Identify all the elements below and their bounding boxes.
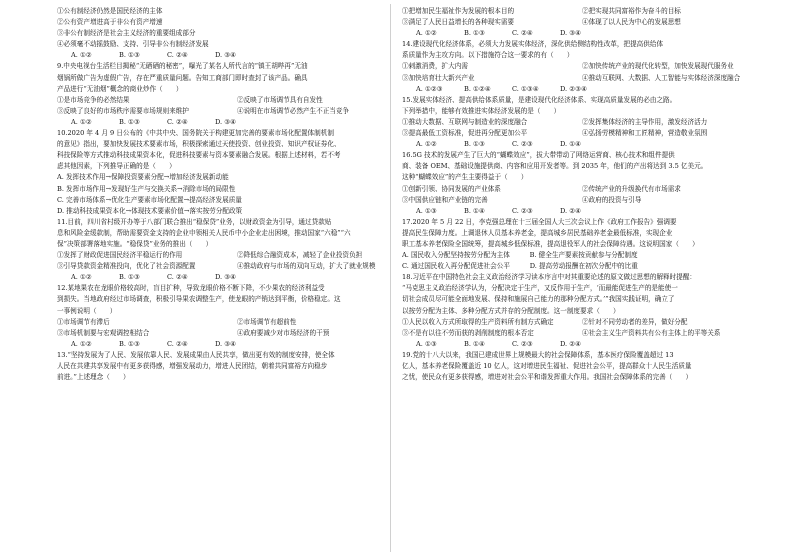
question-text: 保”决策部署落地实施。“稳保贷”业务的推出（ ） [57, 239, 213, 248]
question-text: 18.习近平在中国特色社会主义政治经济学习读本序言中对其重要论述的原文做过思想的解释时提醒： [402, 273, 697, 282]
answer-option[interactable]: A. 发挥技术作用→保障投资要素分配→增加经济发展新动能 [57, 173, 229, 182]
option: ④推动互联网、大数据、人工智能与实体经济深度融合 [582, 73, 741, 82]
answer-choices [402, 28, 777, 39]
option: ①刺激消费，扩大内需 [402, 62, 468, 71]
option-pair [402, 328, 777, 339]
answer-b[interactable]: B. ①③ [464, 29, 485, 38]
option-pair [402, 73, 777, 84]
question-text: 13.“坚持发展为了人民、发展依靠人民、发展成果由人民共享，做出更有效的制度安排，使全体 [57, 350, 335, 359]
question-text: 切社会成员尽可能全面地发展、保持和施展自己能力的那种分配方式。’”我国实践证明，确立了 [402, 295, 675, 304]
option: ④政府要减少对市场经济的干预 [237, 328, 330, 337]
answer-d[interactable]: D. ③④ [215, 273, 237, 282]
answer-d[interactable]: D. ③④ [215, 339, 237, 348]
answer-c[interactable]: C. ②④ [512, 29, 533, 38]
question-text: 虑其他因素，下列推导正确的是（ ） [57, 162, 176, 171]
answer-choices [57, 117, 432, 128]
question-text: 科技保险等方式推动科技成果资本化，促进科技要素与资本要素融合发展。根据上述材料，若不考 [57, 151, 341, 160]
option-line: ③非公有制经济是社会主义经济的重要组成部分 [57, 29, 196, 38]
answer-d[interactable]: D. ①④ [560, 140, 582, 149]
question-17 [402, 217, 777, 272]
answer-d[interactable]: D. ③④ [560, 29, 582, 38]
answer-a[interactable]: A. ①② [71, 339, 92, 348]
answer-choices [57, 50, 432, 61]
option: ①推动大数据、互联网与制造业的深度融合 [402, 117, 528, 126]
option: ①市场调节有滞后 [57, 317, 110, 326]
answer-option[interactable]: B. 发挥市场作用→发现好生产与交换关系→消除市场的局限性 [57, 184, 236, 193]
option: ③加快培育壮大新兴产业 [402, 73, 475, 82]
answer-a[interactable]: A. ①③ [416, 206, 437, 215]
option-pair [402, 61, 777, 72]
question-text: 以按劳分配为主体、多种分配方式并存的分配制度。这一制度要求（ ） [402, 306, 620, 315]
option-pair [402, 117, 777, 128]
answer-option[interactable]: A. 国民收入分配坚持按劳分配为主体 B. 健全生产要素按贡献参与分配制度 [402, 251, 638, 260]
answer-choices [402, 206, 777, 217]
answer-option[interactable]: C. 通过国民收入再分配促进社会公平 D. 提高劳动报酬在初次分配中的比重 [402, 262, 638, 271]
question-text: 息和风险金缓款制，帮助需要资金支持的企业申领相关人民币中小企业走出困境，推动国家“六稳”“六 [57, 228, 351, 237]
option: ②降低综合融资成本，减轻了企业投资负担 [237, 251, 363, 260]
question-text: 烟锅所做广告为虚假广告，存在严重质量问题。告知工商部门即时查封了该产品。确具 [57, 73, 308, 82]
answer-a[interactable]: A. ①② [416, 29, 437, 38]
option: ③引导贷款资金精准投向，优化了社会资源配置 [57, 262, 196, 271]
answer-a[interactable]: A. ①② [71, 273, 92, 282]
answer-d[interactable]: D. ③④ [215, 117, 237, 126]
answer-c[interactable]: C. ②③ [512, 206, 533, 215]
option-pair [57, 106, 432, 117]
option-pair [57, 328, 432, 339]
answer-c[interactable]: C. ②④ [167, 117, 188, 126]
answer-c[interactable]: C. ②③ [512, 339, 533, 348]
left-column [57, 6, 432, 383]
question-16 [402, 150, 777, 217]
answer-choices [402, 339, 777, 350]
answer-d[interactable]: D. ③④ [215, 51, 237, 60]
answer-a[interactable]: A. ①②③ [416, 84, 443, 93]
option: ④说明在市场调节必然产生不正当竞争 [237, 106, 350, 115]
question-text: “马克思主义政治经济学认为，分配决定于生产，又反作用于生产，‘而最能促进生产的是能使一 [402, 284, 678, 293]
question-text: 的意见》指出，要加快发展技术要素市场，积极探索通过天使投资、创业投资、知识产权证券化、 [57, 140, 341, 149]
question-18 [402, 272, 777, 350]
option: ①把增加民生福祉作为发展的根本目的 [402, 7, 515, 15]
answer-b[interactable]: B. ①③ [119, 339, 140, 348]
question-14 [402, 39, 777, 94]
question-15 [402, 95, 777, 150]
question-text: 19.党的十八大以来，我国已建成世界上规模最大的社会保障体系，基本医疗保险覆盖超过 13 [402, 350, 674, 359]
answer-b[interactable]: B. ①②④ [464, 84, 491, 93]
option: ③提高最低工资标准，促进再分配更加公平 [402, 129, 528, 138]
option-pair [57, 317, 432, 328]
option: ③满足了人民日益增长的各种现实需要 [402, 18, 515, 27]
option-pair [402, 17, 777, 28]
answer-option[interactable]: C. 完善市场体系→优化生产要素市场化配置→提高经济发展质量 [57, 195, 242, 204]
question-text: 提高民生保障力度。上调退休人员基本养老金，提高城乡居民基础养老金最低标准，实现企业 [402, 228, 673, 237]
option: ②针对不同劳动者的差异，做好分配 [582, 317, 688, 326]
option-pair [402, 128, 777, 139]
option: ④社会主义生产资料共有公有主体上的平等关系 [582, 328, 721, 337]
answer-choices [402, 139, 777, 150]
answer-b[interactable]: B. ①③ [464, 140, 485, 149]
question-text: 职工基本养老保险全国统筹，提高城乡低保标准，提高退役军人的社会保障待遇。这说明国家（ ） [402, 239, 699, 248]
question-text: 14.建设现代化经济体系，必须大力发展实体经济，深化供给侧结构性改革，把提高供给体 [402, 40, 664, 49]
option-pair [57, 95, 432, 106]
option-pair [57, 250, 432, 261]
answer-option[interactable]: D. 推动科技成果资本化→体现技术要素价值→落实按劳分配政策 [57, 206, 243, 215]
question-text: 前进。”上述理念（ ） [57, 373, 130, 382]
question-text: 产品进行“无油烟”概念的商业炒作（ ） [57, 84, 183, 93]
answer-d[interactable]: D. ②③④ [560, 84, 587, 93]
question-text: 11.目前，四川省村级开办等于八部门联合推出“稳保贷”业务，以财政资金为引导，通过贷款贴 [57, 217, 332, 226]
answer-choices [57, 339, 432, 350]
option-pair [402, 317, 777, 328]
question-text: 这种“蝴蝶效应”的产生主要得益于（ ） [402, 173, 528, 182]
option-pair [402, 195, 777, 206]
option: ②传统产业的升级换代有市场需求 [582, 184, 681, 193]
answer-c[interactable]: C. ②④ [167, 273, 188, 282]
answer-c[interactable]: C. ②④ [167, 339, 188, 348]
question-text: 15.发展实体经济、提高供给体系质量，是建设现代化经济体系、实现高质量发展的必由之路。 [402, 95, 677, 104]
answer-a[interactable]: A. ①② [71, 51, 92, 60]
answer-d[interactable]: D. ②④ [560, 339, 582, 348]
answer-b[interactable]: B. ①④ [464, 206, 485, 215]
answer-b[interactable]: B. ①③ [119, 117, 140, 126]
question-text: 到损失。当地政府经过市场调查，积极引导果农调整生产，使龙眼的产销达到平衡，价格稳定。这 [57, 295, 341, 304]
question-text: 一事例说明（ ） [57, 306, 117, 315]
option: ④政府的投资与引导 [582, 195, 642, 204]
question-9 [57, 61, 432, 128]
option: ③市场机制要与宏观调控相结合 [57, 328, 150, 337]
option: ③不是有以往不劳而获的剥削制度的根本否定 [402, 328, 534, 337]
option: ①人民以收入方式所取得的生产资料所有制方式确定 [402, 317, 554, 326]
answer-c[interactable]: C. ①③④ [512, 84, 539, 93]
option: ③反映了良好的市场秩序需要市场规则来维护 [57, 106, 189, 115]
right-column [402, 6, 777, 383]
option: ②市场调节有超前性 [237, 317, 297, 326]
answer-a[interactable]: A. ①③ [416, 339, 437, 348]
question-13 [57, 350, 432, 383]
option: ③中国供应链和产业链的完善 [402, 195, 488, 204]
option-line: ④必须毫不动摇鼓励、支持、引导非公有制经济发展 [57, 40, 209, 49]
question-10 [57, 128, 432, 217]
answer-b[interactable]: B. ①③ [119, 273, 140, 282]
option: ②加快传统产业的现代化转型，加快发展现代服务业 [582, 62, 734, 71]
question-text: 亿人，基本养老保险覆盖近 10 亿人，这对增进民生福祉、促进社会公平，提高群众十人民生活质量 [402, 362, 692, 370]
question-text: 10.2020 年 4 月 9 日公布的《中共中央、国务院关于构建更加完善的要素市场化配置体制机制 [57, 129, 334, 138]
answer-c[interactable]: C. ②④ [167, 51, 188, 60]
option-pair [57, 261, 432, 272]
question-12 [57, 283, 432, 350]
option-line: ②公有资产增进高于非公有资产增速 [57, 18, 163, 27]
option: ②发挥集体经济的主导作用，激发经济活力 [582, 117, 708, 126]
option: ②反映了市场调节具有自发性 [237, 95, 323, 104]
option: ①创新引领、协同发展的产业体系 [402, 184, 501, 193]
question-text: 16.5G 技术的发展产生了巨大的“蝴蝶效应”，拔大带带动了网络运营商、核心技术和组件提供 [402, 151, 675, 160]
question-text: 下列举措中，能够有效推进实体经济发展的是（ ） [402, 106, 561, 115]
option: ④体现了以人民为中心的发展思想 [582, 18, 681, 27]
option: ①发挥了财政促进国民经济平稳运行的作用 [57, 251, 183, 260]
question-text: 17.2020 年 5 月 22 日，李克强总理在十三届全国人大三次会议上作《政府工作报告》强调要 [402, 217, 677, 226]
answer-a[interactable]: A. ①② [416, 140, 437, 149]
question-text: 之忧，使民众有更多获得感，增进对社会公平和谐发挥重大作用。我国社会保障体系的完善（ ） [402, 373, 693, 382]
question-11 [57, 217, 432, 284]
question-19 [402, 350, 777, 383]
answer-d[interactable]: D. ②④ [560, 206, 582, 215]
question-text: 商、装备 OEM、基础设施提供商、内容和应用开发者等。到 2035 年，他们的产出将达到 3.5 亿美元。 [402, 162, 708, 171]
answer-a[interactable]: A. ①② [71, 117, 92, 126]
option-pair [402, 184, 777, 195]
option: ④推动政府与市场的双向互动，扩大了就业规模 [237, 262, 376, 271]
question-text: 人民在共建共享发展中有更多获得感，增强发展动力，增进人民团结，朝着共同富裕方向稳步 [57, 362, 328, 370]
question-text: 系质量作为主攻方向。以下措施符合这一要求的有（ ） [402, 51, 574, 60]
option: ④弘扬劳模精神和工匠精神，营造敬业氛围 [582, 129, 708, 138]
question-text: 12.某地果农在龙眼价格较高时，盲目扩种，导致龙眼价格不断下降，不少果农的经济利益受 [57, 284, 325, 293]
answer-b[interactable]: B. ①③ [119, 51, 140, 60]
option-pair [402, 6, 777, 17]
answer-c[interactable]: C. ②③ [512, 140, 533, 149]
question-text: 9.中央电视台生活栏目揭秘“无硒硒的秘密”，曝光了某名人所代言的“镇王胡哔再”无油 [57, 62, 308, 71]
answer-choices [402, 84, 777, 95]
option: ②把实现共同富裕作为奋斗的目标 [582, 7, 681, 15]
option-line: ①公有制经济仍然是国民经济的主体 [57, 7, 163, 15]
answer-b[interactable]: B. ①④ [464, 339, 485, 348]
option: ①是市场竞争的必然结果 [57, 95, 130, 104]
answer-choices [57, 272, 432, 283]
